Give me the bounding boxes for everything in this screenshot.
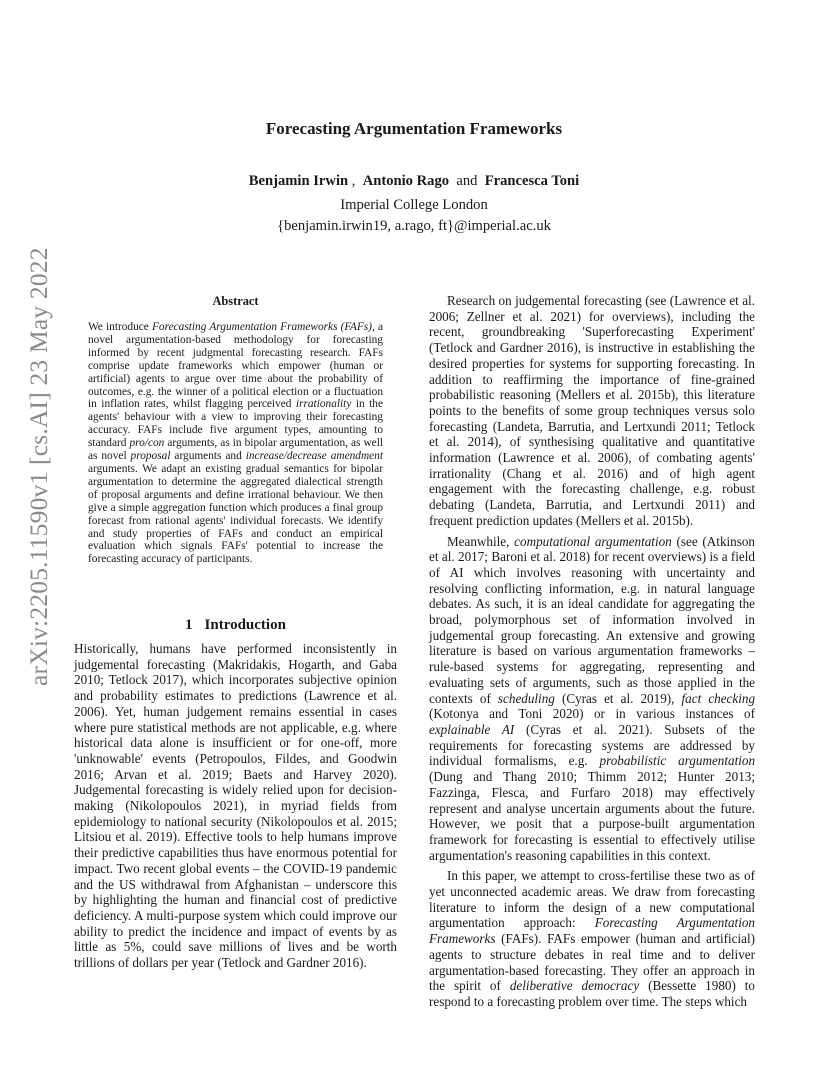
abstract-heading: Abstract xyxy=(212,294,259,308)
paragraph: Historically, humans have performed inconsistently in judgemental forecasting (Makridakis, Hogarth, and Gaba 2010; Tetlock 2017), which incorporates subjective opinion and probability estimates to predictions (Lawrence et al. 2006). Yet, human judgement remains essential in cases where pure statistical methods are not applicable, e.g. where historical data alone is insufficient or for one-off, more 'unknowable' events (Petropoulos, Fildes, and Goodwin 2016; Arvan et al. 2019; Baets and Harvey 2020). Judgemental forecasting is widely relied upon for decision-making (Nikolopoulos 2021), in myriad fields from epidemiology to national security (Nikolopoulos et al. 2015; Litsiou et al. 2019). Effective tools to help humans improve their predictive capabilities thus have enormous potential for impact. Two recent global events – the COVID-19 pandemic and the US withdrawal from Afghanistan – underscore this by highlighting the human and financial cost of predictive deficiency. A multi-purpose system which could improve our ability to predict the incidence and impact of events by as little as 5%, could save millions of lives and be worth trillions of dollars per year (Tetlock and Gardner 2016). xyxy=(74,641,397,971)
abstract-body: We introduce Forecasting Argumentation Frameworks (FAFs), a novel argumentation-based methodology for forecasting informed by recent judgmental forecasting research. FAFs comprise update frameworks which empower (human or artificial) agents to argue over time about the probability of outcomes, e.g. the winner of a political election or a fluctuation in inflation rates, whilst flagging perceived irrationality in the agents' behaviour with a view to improving their forecasting accuracy. FAFs include five argument types, amounting to standard pro/con arguments, as in bipolar argumentation, as well as novel proposal arguments and increase/decrease amendment arguments. We adapt an existing gradual semantics for bipolar argumentation to determine the aggregated dialectical strength of proposal arguments and define irrational behaviour. We then give a simple aggregation function which produces a final group forecast from rational agents' individual forecasts. We identify and study properties of FAFs and conduct an empirical evaluation which signals FAFs' potential to increase the forecasting accuracy of participants. xyxy=(88,321,384,566)
arxiv-side-stamp xyxy=(22,247,62,686)
paper-title: Forecasting Argumentation Frameworks xyxy=(265,119,563,138)
author-separator-2: and xyxy=(449,173,485,189)
paragraph: Research on judgemental forecasting (see (Lawrence et al. 2006; Zellner et al. 2021) for overviews), including the recent, groundbreaking 'Superforecasting Experiment' (Tetlock and Gardner 2016), is instructive in establishing the desired properties for systems for supporting forecasting. In addition to reaffirming the importance of fine-grained probabilistic reasoning (Mellers et al. 2015b), this literature points to the benefits of some group techniques versus solo forecasting (Landeta, Barrutia, and Lertxundi 2011; Tetlock et al. 2014), of synthesising qualitative and quantitative information (Lawrence et al. 2006), of combating agents' irrationality (Chang et al. 2016) and of high agent engagement with the forecasting challenge, e.g. robust debating (Landeta, Barrutia, and Lertxundi 2011) and frequent prediction updates (Mellers et al. 2015b). xyxy=(429,293,755,528)
author-line xyxy=(0,173,828,190)
author-emails: {benjamin.irwin19, a.rago, ft}@imperial.ac.uk xyxy=(277,218,551,234)
introduction-left-column xyxy=(74,641,397,971)
arxiv-identifier: arXiv:2205.11590v1 [cs.AI] 23 May 2022 xyxy=(24,247,53,686)
author-separator-1: , xyxy=(348,173,363,189)
paragraph: In this paper, we attempt to cross-fertilise these two as of yet unconnected academic areas. We draw from forecasting literature to inform the design of a new computational argumentation approach: Forecasting Argumentation Frameworks (FAFs). FAFs empower (human and artificial) agents to structure debates in real time and to deliver argumentation-based forecasting. They offer an approach in the spirit of deliberative democracy (Bessette 1980) to respond to a forecasting problem over time. The steps which xyxy=(429,868,755,1009)
section-number: 1 xyxy=(185,617,193,633)
author-2: Antonio Rago xyxy=(362,173,450,189)
section-heading-introduction xyxy=(74,617,397,634)
author-1: Benjamin Irwin xyxy=(248,173,349,189)
right-column xyxy=(429,293,755,1015)
author-3: Francesca Toni xyxy=(484,173,580,189)
section-title: Introduction xyxy=(204,617,286,633)
affiliation: Imperial College London xyxy=(340,197,488,213)
paragraph: Meanwhile, computational argumentation (see (Atkinson et al. 2017; Baroni et al. 2018) for recent overviews) is a field of AI which involves reasoning with uncertainty and resolving conflicting information, e.g. in natural language debates. As such, it is an ideal candidate for aggregating the broad, polymorphous set of information involved in judgemental group forecasting. An extensive and growing literature is based on various argumentation frameworks – rule-based systems for aggregating, representing and evaluating sets of arguments, such as those applied in the contexts of scheduling (Cyras et al. 2019), fact checking (Kotonya and Toni 2020) or in various instances of explainable AI (Cyras et al. 2021). Subsets of the requirements for forecasting systems are addressed by individual formalisms, e.g. probabilistic argumentation (Dung and Thang 2010; Thimm 2012; Hunter 2013; Fazzinga, Flesca, and Furfaro 2018) may effectively represent and analyse uncertain arguments about the future. However, we posit that a purpose-built argumentation framework for forecasting is essential to effectively utilise argumentation's reasoning capabilities in this context. xyxy=(429,533,756,863)
